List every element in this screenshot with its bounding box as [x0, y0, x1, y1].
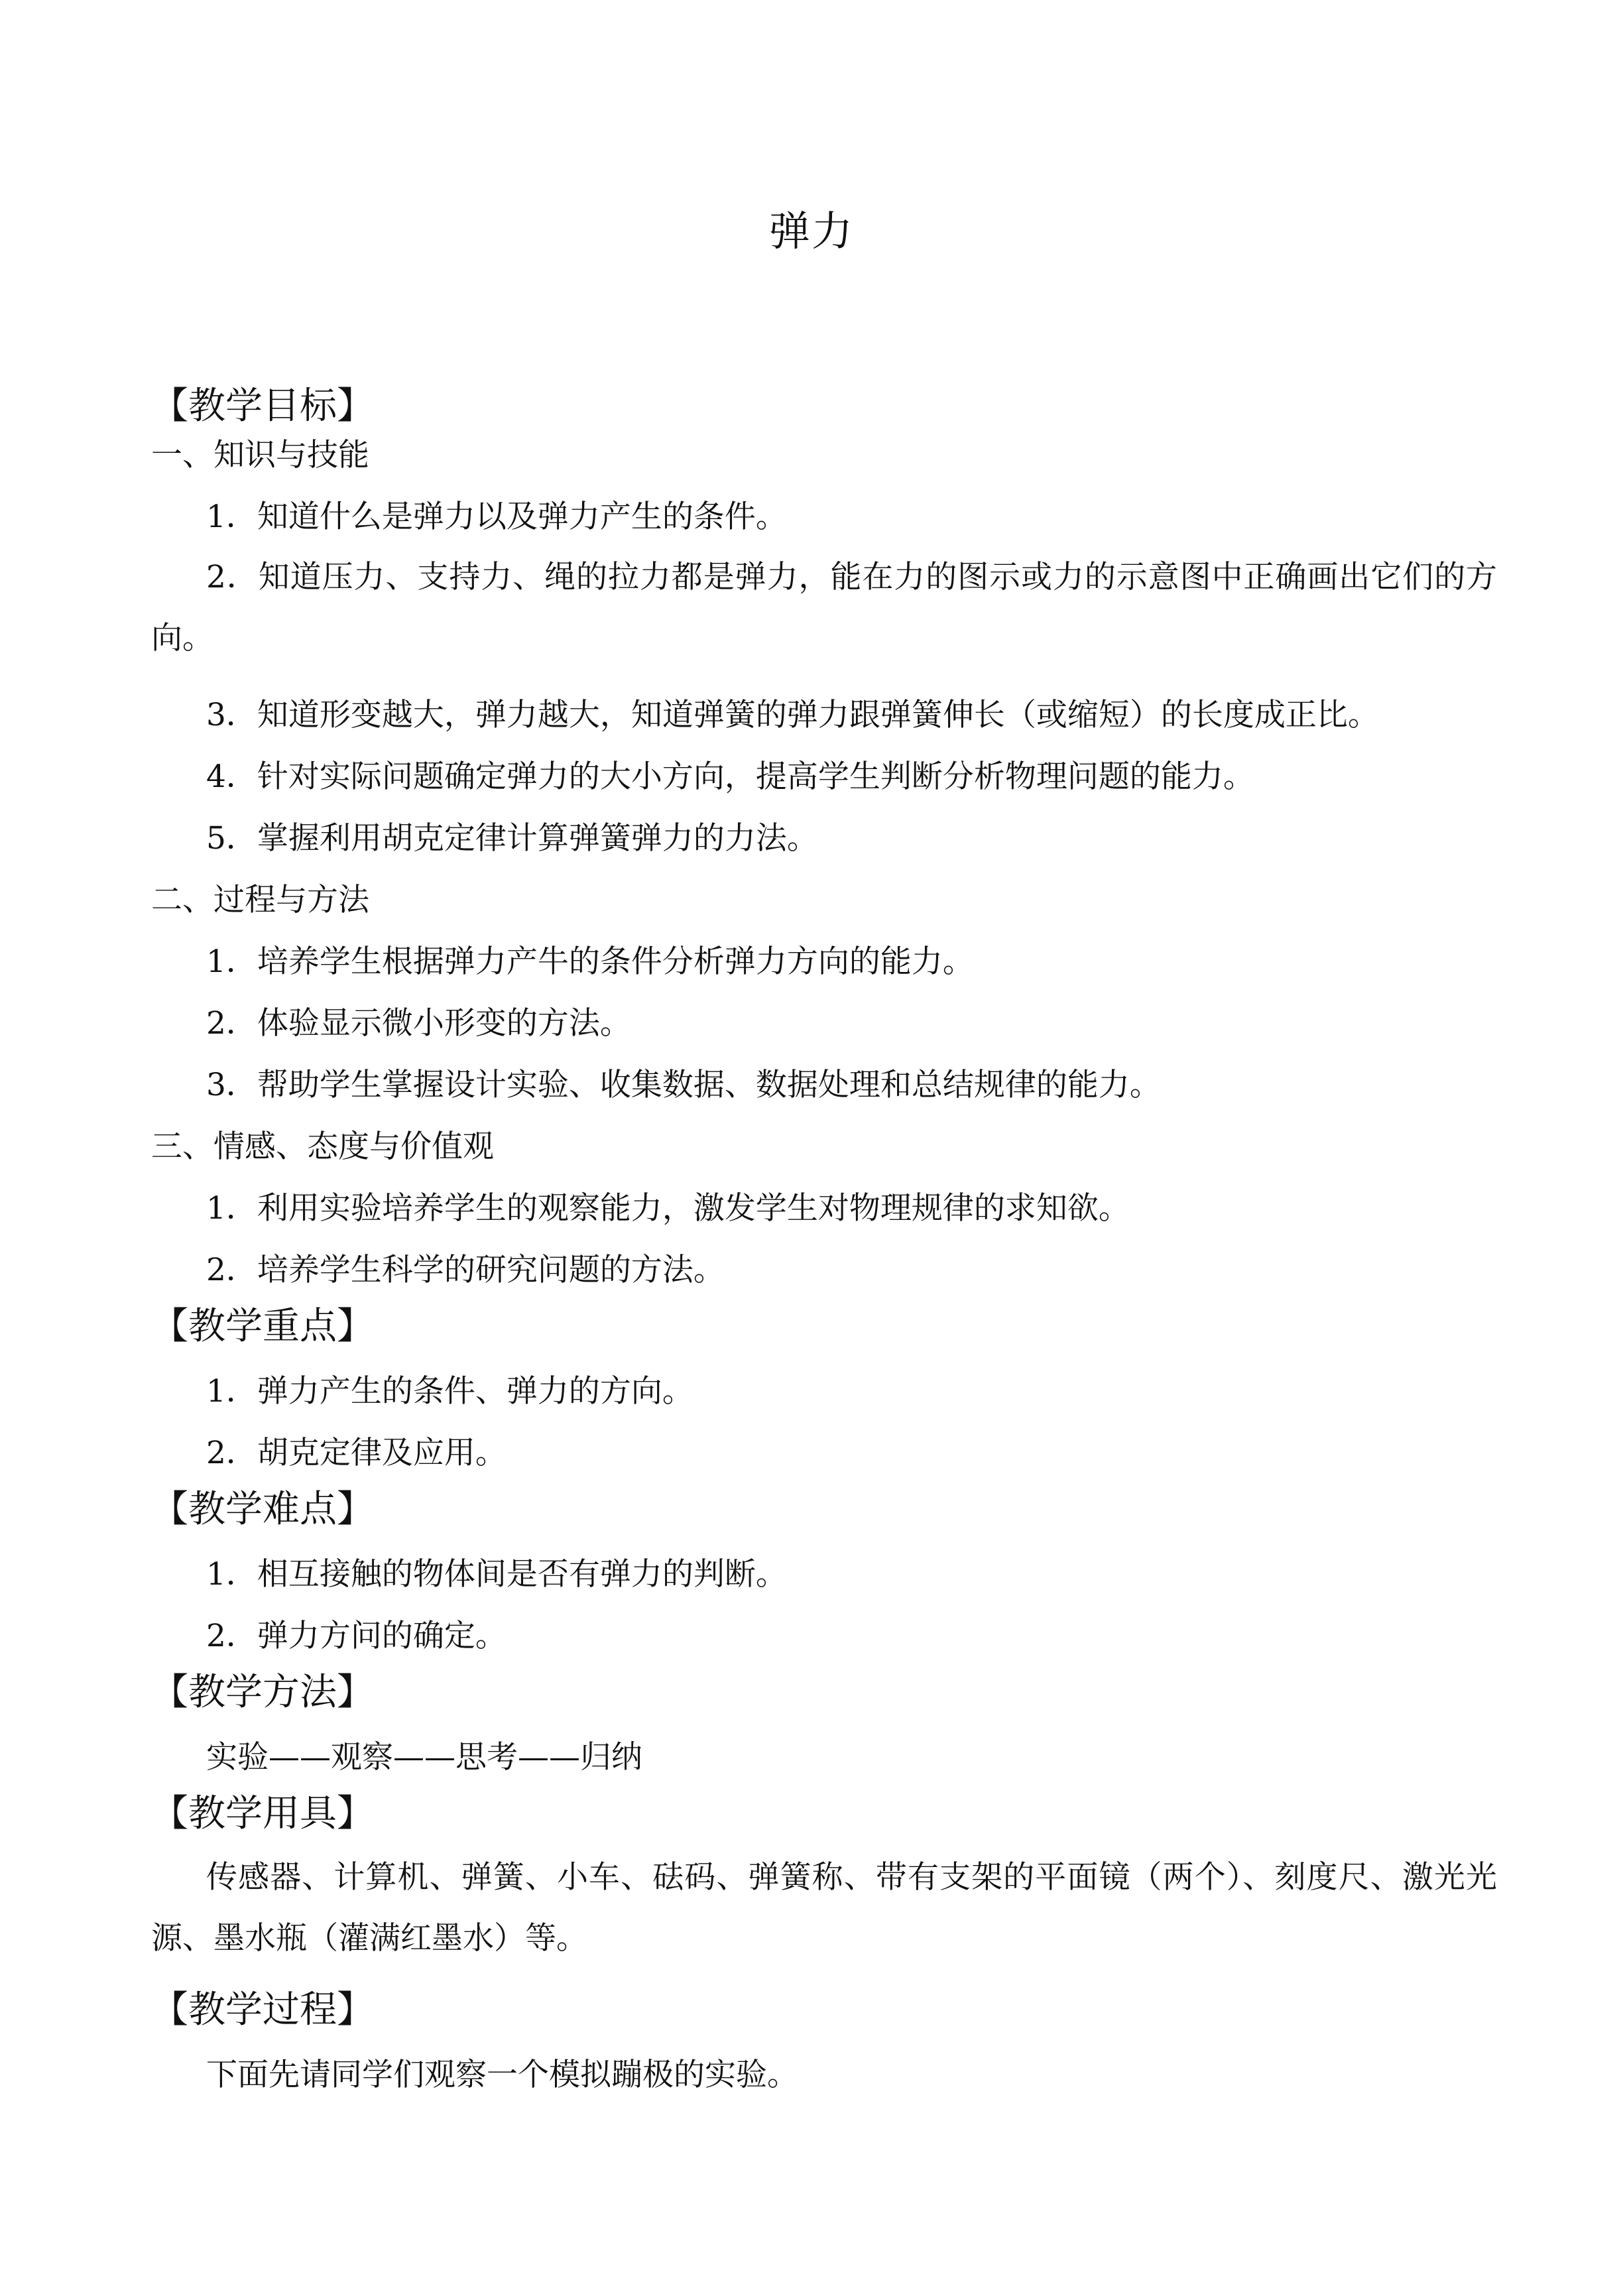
- list-item: 1．培养学生根据弹力产牛的条件分析弹力方向的能力。: [206, 943, 974, 980]
- subheading-knowledge: 一、知识与技能: [151, 437, 369, 473]
- list-item: 2．培养学生科学的研究问题的方法。: [206, 1252, 725, 1288]
- procedure-text: 下面先请同学们观察一个模拟蹦极的实验。: [206, 2057, 798, 2093]
- list-item: 1．知道什么是弹力以及弹力产生的条件。: [206, 499, 787, 535]
- section-heading-tools: 【教学用具】: [151, 1792, 374, 1835]
- list-item: 1．利用实验培养学生的观察能力，激发学生对物理规律的求知欲。: [206, 1190, 1130, 1227]
- list-item: 1．相互接触的物体间是否有弹力的判断。: [206, 1556, 787, 1593]
- subheading-process: 二、过程与方法: [151, 882, 369, 918]
- section-heading-methods: 【教学方法】: [151, 1671, 374, 1714]
- section-heading-difficulties: 【教学难点】: [151, 1488, 374, 1531]
- tools-text: 传感器、计算机、弹簧、小车、砝码、弹簧称、带有支架的平面镜（两个）、刻度尺、激光光源、墨水瓶（灌满红墨水）等。: [151, 1859, 1497, 1957]
- list-item: 2．知道压力、支持力、绳的拉力都是弹力，能在力的图示或力的示意图中正确画出它们的方向。: [151, 559, 1497, 656]
- section-heading-procedure: 【教学过程】: [151, 1988, 374, 2031]
- list-item: 2．体验显示微小形变的方法。: [206, 1005, 631, 1042]
- list-item: 2．弹力方问的确定。: [206, 1618, 507, 1654]
- list-item: 2．胡克定律及应用。: [206, 1435, 507, 1471]
- section-heading-goals: 【教学目标】: [151, 385, 374, 428]
- list-item: 5．掌握利用胡克定律计算弹簧弹力的力法。: [206, 820, 818, 857]
- list-item: 1．弹力产生的条件、弹力的方向。: [206, 1373, 693, 1410]
- list-item: 3．帮助学生掌握设计实验、收集数据、数据处理和总结规律的能力。: [206, 1067, 1161, 1103]
- subheading-emotion: 三、情感、态度与价值观: [151, 1128, 494, 1165]
- document-title: 弹力: [768, 207, 854, 255]
- list-item: 4．针对实际问题确定弹力的大小方向，提高学生判断分析物理问题的能力。: [206, 758, 1254, 795]
- document-body: [151, 385, 1497, 2093]
- section-heading-key-points: 【教学重点】: [151, 1305, 374, 1348]
- methods-text: 实验——观察——思考——归纳: [206, 1739, 642, 1776]
- list-item: 3．知道形变越大，弹力越大，知道弹簧的弹力跟弹簧伸长（或缩短）的长度成正比。: [206, 697, 1379, 733]
